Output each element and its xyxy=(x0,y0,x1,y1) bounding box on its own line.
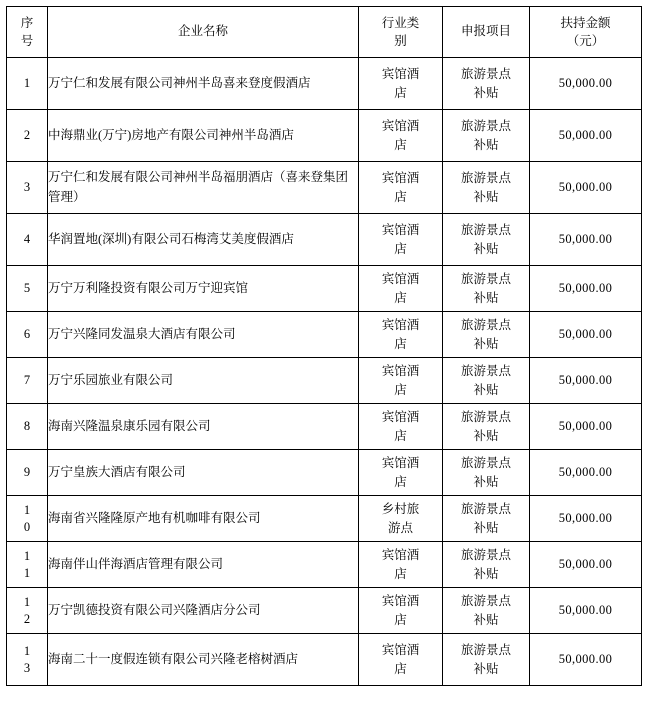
table-row xyxy=(7,450,642,496)
cell-sequence-line: 3 xyxy=(23,180,31,195)
cell-industry-line: 店 xyxy=(394,612,407,627)
cell-sequence-line: 1 xyxy=(23,502,31,517)
cell-company-name: 华润置地(深圳)有限公司石梅湾艾美度假酒店 xyxy=(48,214,359,266)
cell-company-name: 万宁皇族大酒店有限公司 xyxy=(48,450,359,496)
cell-industry-line: 店 xyxy=(394,241,407,256)
cell-project-line: 补贴 xyxy=(473,137,499,152)
cell-project-line: 旅游景点 xyxy=(460,593,511,608)
table-row xyxy=(7,110,642,162)
cell-project-line: 补贴 xyxy=(473,290,499,305)
cell-industry xyxy=(359,588,443,634)
table-header xyxy=(7,7,642,58)
cell-project xyxy=(443,312,530,358)
cell-industry-line: 店 xyxy=(394,290,407,305)
cell-project-line: 旅游景点 xyxy=(460,222,511,237)
cell-industry-line: 店 xyxy=(394,336,407,351)
cell-industry-line: 宾馆酒 xyxy=(381,222,420,237)
table-row xyxy=(7,214,642,266)
cell-project-line: 补贴 xyxy=(473,612,499,627)
cell-project-line: 补贴 xyxy=(473,428,499,443)
cell-industry-line: 乡村旅 xyxy=(381,501,420,516)
cell-industry-line: 店 xyxy=(394,189,407,204)
cell-sequence-line: 5 xyxy=(23,281,31,296)
cell-project-line: 旅游景点 xyxy=(460,642,511,657)
cell-industry-line: 宾馆酒 xyxy=(381,317,420,332)
cell-amount: 50,000.00 xyxy=(530,266,642,312)
column-header-project-text: 申报项目 xyxy=(460,24,511,39)
cell-industry xyxy=(359,496,443,542)
table-row xyxy=(7,404,642,450)
cell-project xyxy=(443,110,530,162)
column-header-sequence xyxy=(7,7,48,58)
column-header-amount-line2: （元） xyxy=(566,34,605,48)
cell-sequence-line: 8 xyxy=(23,419,31,434)
table-row xyxy=(7,634,642,686)
cell-company-name: 万宁乐园旅业有限公司 xyxy=(48,358,359,404)
cell-industry xyxy=(359,214,443,266)
cell-project-line: 旅游景点 xyxy=(460,118,511,133)
cell-sequence-line: 7 xyxy=(23,373,31,388)
column-header-amount xyxy=(530,7,642,58)
cell-industry-line: 宾馆酒 xyxy=(381,66,420,81)
cell-project-line: 旅游景点 xyxy=(460,547,511,562)
column-header-sequence-line1: 序 xyxy=(20,15,34,30)
cell-project xyxy=(443,588,530,634)
cell-industry xyxy=(359,162,443,214)
cell-amount: 50,000.00 xyxy=(530,542,642,588)
table-body xyxy=(7,58,642,686)
cell-company-name: 中海鼎业(万宁)房地产有限公司神州半岛酒店 xyxy=(48,110,359,162)
cell-project-line: 补贴 xyxy=(473,382,499,397)
cell-industry-line: 宾馆酒 xyxy=(381,170,420,185)
cell-amount: 50,000.00 xyxy=(530,312,642,358)
cell-industry-line: 宾馆酒 xyxy=(381,271,420,286)
cell-amount: 50,000.00 xyxy=(530,162,642,214)
table-row xyxy=(7,588,642,634)
column-header-company-name xyxy=(48,7,359,58)
cell-project-line: 补贴 xyxy=(473,336,499,351)
cell-sequence-line: 0 xyxy=(23,519,31,534)
cell-project-line: 旅游景点 xyxy=(460,409,511,424)
cell-industry xyxy=(359,312,443,358)
grant-subsidy-table xyxy=(6,6,642,686)
cell-company-name: 万宁万利隆投资有限公司万宁迎宾馆 xyxy=(48,266,359,312)
cell-industry xyxy=(359,110,443,162)
cell-project xyxy=(443,162,530,214)
cell-industry-line: 店 xyxy=(394,137,407,152)
cell-project-line: 旅游景点 xyxy=(460,271,511,286)
table-row xyxy=(7,58,642,110)
cell-sequence xyxy=(7,588,48,634)
cell-industry xyxy=(359,58,443,110)
cell-sequence-line: 4 xyxy=(23,232,31,247)
cell-sequence xyxy=(7,496,48,542)
cell-industry-line: 店 xyxy=(394,566,407,581)
cell-industry xyxy=(359,450,443,496)
column-header-project xyxy=(443,7,530,58)
table-row xyxy=(7,542,642,588)
cell-sequence xyxy=(7,634,48,686)
cell-industry-line: 宾馆酒 xyxy=(381,547,420,562)
column-header-company-name-text: 企业名称 xyxy=(177,24,228,39)
cell-industry-line: 宾馆酒 xyxy=(381,363,420,378)
column-header-amount-line1: 扶持金额 xyxy=(560,15,611,30)
table-row xyxy=(7,312,642,358)
cell-sequence-line: 1 xyxy=(23,76,31,91)
cell-project-line: 旅游景点 xyxy=(460,455,511,470)
cell-project-line: 补贴 xyxy=(473,566,499,581)
cell-project xyxy=(443,634,530,686)
cell-industry xyxy=(359,542,443,588)
cell-industry xyxy=(359,634,443,686)
cell-sequence-line: 1 xyxy=(23,565,31,580)
table-row xyxy=(7,358,642,404)
cell-project xyxy=(443,542,530,588)
cell-sequence-line: 2 xyxy=(23,611,31,626)
cell-project-line: 补贴 xyxy=(473,85,499,100)
cell-sequence xyxy=(7,404,48,450)
cell-company-name: 海南省兴隆隆原产地有机咖啡有限公司 xyxy=(48,496,359,542)
cell-company-name: 万宁凯德投资有限公司兴隆酒店分公司 xyxy=(48,588,359,634)
cell-industry xyxy=(359,404,443,450)
cell-project-line: 旅游景点 xyxy=(460,66,511,81)
column-header-industry-line1: 行业类 xyxy=(381,15,420,30)
cell-company-name: 万宁仁和发展有限公司神州半岛福朋酒店（喜来登集团管理） xyxy=(48,162,359,214)
cell-industry-line: 游点 xyxy=(387,520,413,535)
cell-sequence xyxy=(7,312,48,358)
cell-industry-line: 店 xyxy=(394,661,407,676)
column-header-industry-line2: 别 xyxy=(394,34,407,48)
cell-sequence xyxy=(7,358,48,404)
cell-sequence xyxy=(7,542,48,588)
cell-project-line: 补贴 xyxy=(473,474,499,489)
cell-sequence xyxy=(7,450,48,496)
cell-sequence-line: 9 xyxy=(23,465,31,480)
cell-sequence xyxy=(7,58,48,110)
cell-industry-line: 宾馆酒 xyxy=(381,593,420,608)
cell-industry-line: 店 xyxy=(394,382,407,397)
cell-sequence-line: 6 xyxy=(23,327,31,342)
cell-project-line: 旅游景点 xyxy=(460,170,511,185)
cell-project xyxy=(443,404,530,450)
table-row xyxy=(7,266,642,312)
cell-industry xyxy=(359,358,443,404)
column-header-industry xyxy=(359,7,443,58)
cell-sequence-line: 3 xyxy=(23,660,31,675)
cell-amount: 50,000.00 xyxy=(530,214,642,266)
cell-sequence-line: 2 xyxy=(23,128,31,143)
table-header-row xyxy=(7,7,642,58)
cell-amount: 50,000.00 xyxy=(530,58,642,110)
cell-industry xyxy=(359,266,443,312)
cell-project-line: 旅游景点 xyxy=(460,317,511,332)
cell-industry-line: 店 xyxy=(394,85,407,100)
cell-sequence xyxy=(7,266,48,312)
cell-sequence xyxy=(7,110,48,162)
cell-amount: 50,000.00 xyxy=(530,110,642,162)
cell-industry-line: 宾馆酒 xyxy=(381,118,420,133)
cell-project-line: 补贴 xyxy=(473,520,499,535)
cell-amount: 50,000.00 xyxy=(530,634,642,686)
cell-company-name: 海南二十一度假连锁有限公司兴隆老榕树酒店 xyxy=(48,634,359,686)
cell-company-name: 万宁仁和发展有限公司神州半岛喜来登度假酒店 xyxy=(48,58,359,110)
cell-sequence xyxy=(7,162,48,214)
cell-project xyxy=(443,58,530,110)
cell-company-name: 海南伴山伴海酒店管理有限公司 xyxy=(48,542,359,588)
column-header-sequence-line2: 号 xyxy=(20,34,34,48)
cell-amount: 50,000.00 xyxy=(530,404,642,450)
cell-industry-line: 店 xyxy=(394,474,407,489)
table-row xyxy=(7,496,642,542)
cell-amount: 50,000.00 xyxy=(530,496,642,542)
cell-sequence xyxy=(7,214,48,266)
cell-amount: 50,000.00 xyxy=(530,358,642,404)
cell-sequence-line: 1 xyxy=(23,643,31,658)
cell-project xyxy=(443,496,530,542)
cell-project-line: 补贴 xyxy=(473,241,499,256)
cell-company-name: 海南兴隆温泉康乐园有限公司 xyxy=(48,404,359,450)
cell-sequence-line: 1 xyxy=(23,548,31,563)
cell-industry-line: 宾馆酒 xyxy=(381,409,420,424)
cell-project-line: 旅游景点 xyxy=(460,501,511,516)
table-row xyxy=(7,162,642,214)
cell-project-line: 补贴 xyxy=(473,189,499,204)
cell-industry-line: 店 xyxy=(394,428,407,443)
cell-project xyxy=(443,214,530,266)
cell-project xyxy=(443,358,530,404)
cell-industry-line: 宾馆酒 xyxy=(381,642,420,657)
cell-sequence-line: 1 xyxy=(23,594,31,609)
cell-amount: 50,000.00 xyxy=(530,588,642,634)
cell-project xyxy=(443,266,530,312)
cell-project-line: 补贴 xyxy=(473,661,499,676)
cell-project xyxy=(443,450,530,496)
cell-amount: 50,000.00 xyxy=(530,450,642,496)
cell-project-line: 旅游景点 xyxy=(460,363,511,378)
cell-industry-line: 宾馆酒 xyxy=(381,455,420,470)
cell-company-name: 万宁兴隆同发温泉大酒店有限公司 xyxy=(48,312,359,358)
